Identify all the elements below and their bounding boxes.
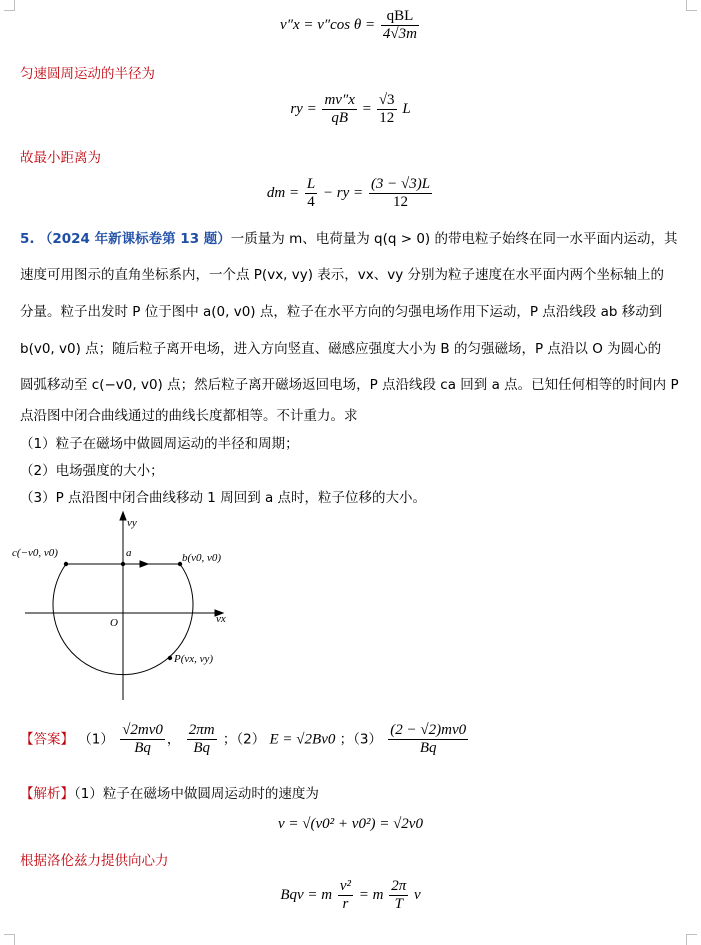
label-P: P(vx, vy): [174, 653, 214, 665]
label-O: O: [110, 617, 118, 629]
label-vy: vy: [127, 517, 137, 529]
label-c: c(−v0, v0): [12, 547, 58, 559]
analysis-tag: 【解析】: [20, 786, 74, 802]
point-P: [168, 656, 172, 660]
label-vx: vx: [216, 613, 226, 625]
velocity-space-diagram: [10, 510, 240, 710]
question-1: （1）粒子在磁场中做圆周运动的半径和周期；: [20, 436, 299, 452]
problem-line-1: 5. （2024 年新课标卷第 13 题）一质量为 m、电荷量为 q(q > 0) 的带电粒子始终在同一水平面内运动，其: [20, 231, 678, 247]
equation-force: Bqv = m $\frac{\text{v²}}{r}$ = m $\frac{2\pi}{T}$ v: [280, 878, 421, 912]
label-uniform-circular-radius: 匀速圆周运动的半径为: [20, 66, 155, 82]
answer-tag: 【答案】: [20, 731, 74, 748]
problem-number: 5.: [20, 231, 35, 247]
equation-velocity-component: v″x = v″cos θ = $\frac{\text{qBL}}{4√3m}$: [280, 8, 417, 42]
label-lorentz-force: 根据洛伦兹力提供向心力: [20, 853, 169, 869]
problem-line-5: 圆弧移动至 c(−v0, v0) 点；然后粒子离开磁场返回电场，P 点沿线段 ca 回到 a 点。已知任何相等的时间内 P: [20, 377, 679, 393]
corner-mark-bottom-left: [4, 934, 15, 945]
vy-axis-arrow: [120, 512, 126, 520]
point-a: [121, 562, 125, 566]
equation-min-distance: dm = $\frac{L}{4}$ − ry = $\frac{(3 - √3)L}{12}$: [266, 176, 431, 210]
segment-arrow: [140, 561, 148, 567]
label-min-distance: 故最小距离为: [20, 150, 101, 166]
problem-line-2: 速度可用图示的直角坐标系内，一个点 P(vx, vy) 表示，vx、vy 分别为粒子速度在水平面内两个坐标轴上的: [20, 267, 665, 283]
corner-mark-bottom-right: [686, 934, 697, 945]
label-a: a: [126, 547, 132, 559]
equation-radius: ry = $\frac{mv''x}{qB}$ = $\frac{√3}{12}$ L: [290, 92, 411, 126]
question-3: （3）P 点沿图中闭合曲线移动 1 周回到 a 点时，粒子位移的大小。: [20, 490, 427, 506]
analysis-line: 【解析】（1）粒子在磁场中做圆周运动时的速度为: [20, 786, 319, 802]
question-2: （2）电场强度的大小；: [20, 463, 164, 479]
problem-source: （2024 年新课标卷第 13 题）: [38, 231, 231, 247]
problem-line-6: 点沿图中闭合曲线通过的曲线长度都相等。不计重力。求: [20, 408, 358, 424]
point-c: [64, 562, 68, 566]
problem-line-4: b(v0, v0) 点；随后粒子离开电场，进入方向竖直、磁感应强度大小为 B 的匀强磁场，P 点沿以 O 为圆心的: [20, 341, 662, 357]
equation-speed: v = √(v0² + v0²) = √2v0: [278, 816, 423, 832]
answer-block: 【答案】 （1） $\frac{√2mv0}{Bq}$ ， $\frac{2\pi m}{Bq}$ ；（2） E = √2Bv0 ；（3） $\frac{(2 - √2)mv0}{Bq}$: [20, 722, 467, 756]
label-b: b(v0, v0): [182, 552, 222, 564]
problem-line-3: 分量。粒子出发时 P 位于图中 a(0, v0) 点，粒子在水平方向的匀强电场作用下运动，P 点沿线段 ab 移动到: [20, 304, 663, 320]
